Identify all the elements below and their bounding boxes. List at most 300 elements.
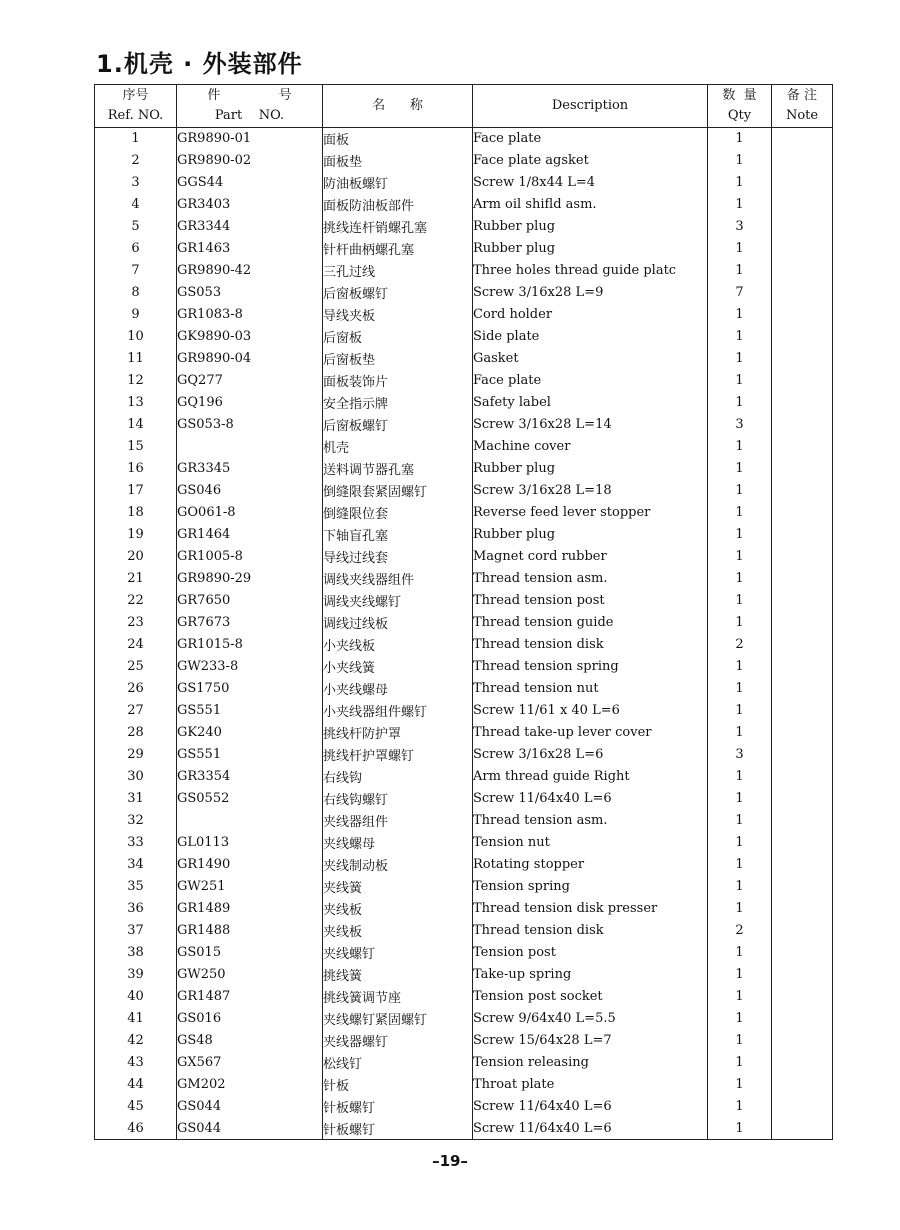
note-cell <box>772 766 833 788</box>
table-row <box>95 964 833 986</box>
part-no-cell: GO061-8 <box>177 502 323 524</box>
ref-cell: 34 <box>95 854 177 876</box>
table-row <box>95 854 833 876</box>
ref-cell: 32 <box>95 810 177 832</box>
part-no-cell: GX567 <box>177 1052 323 1074</box>
name-cn-cell: 针板螺钉 <box>323 1096 473 1118</box>
description-cell: Reverse feed lever stopper <box>473 502 708 524</box>
note-cell <box>772 898 833 920</box>
note-cell <box>772 194 833 216</box>
ref-cell: 11 <box>95 348 177 370</box>
description-cell: Tension nut <box>473 832 708 854</box>
table-row <box>95 920 833 942</box>
qty-cell: 1 <box>708 766 772 788</box>
part-no-cell: GS015 <box>177 942 323 964</box>
note-cell <box>772 920 833 942</box>
name-cn-cell: 送料调节器孔塞 <box>323 458 473 480</box>
qty-cell: 1 <box>708 656 772 678</box>
qty-cell: 1 <box>708 876 772 898</box>
part-no-cell: GR9890-02 <box>177 150 323 172</box>
description-cell: Gasket <box>473 348 708 370</box>
name-cn-cell: 机壳 <box>323 436 473 458</box>
parts-table <box>94 84 833 1140</box>
header-part <box>177 85 323 128</box>
description-cell: Screw 11/61 x 40 L=6 <box>473 700 708 722</box>
page-number: –19– <box>432 1152 468 1170</box>
table-row <box>95 766 833 788</box>
part-no-cell <box>177 810 323 832</box>
table-row <box>95 568 833 590</box>
qty-cell: 1 <box>708 1052 772 1074</box>
qty-cell: 1 <box>708 546 772 568</box>
description-cell: Screw 3/16x28 L=6 <box>473 744 708 766</box>
part-no-cell: GR1489 <box>177 898 323 920</box>
part-no-cell: GS0552 <box>177 788 323 810</box>
part-no-cell: GR7650 <box>177 590 323 612</box>
name-cn-cell: 针板 <box>323 1074 473 1096</box>
description-cell: Screw 3/16x28 L=9 <box>473 282 708 304</box>
table-row <box>95 304 833 326</box>
ref-cell: 19 <box>95 524 177 546</box>
note-cell <box>772 414 833 436</box>
ref-cell: 20 <box>95 546 177 568</box>
note-cell <box>772 546 833 568</box>
table-row <box>95 436 833 458</box>
name-cn-cell: 后窗板螺钉 <box>323 282 473 304</box>
qty-cell: 1 <box>708 568 772 590</box>
ref-cell: 33 <box>95 832 177 854</box>
note-cell <box>772 458 833 480</box>
description-cell: Screw 3/16x28 L=14 <box>473 414 708 436</box>
name-cn-cell: 后窗板螺钉 <box>323 414 473 436</box>
description-cell: Face plate agsket <box>473 150 708 172</box>
header-part-en: Part NO. <box>214 108 285 123</box>
header-part-cn1: 件 <box>207 88 221 103</box>
description-cell: Thread tension nut <box>473 678 708 700</box>
ref-cell: 14 <box>95 414 177 436</box>
header-name <box>323 85 473 128</box>
table-row <box>95 1118 833 1140</box>
part-no-cell: GK240 <box>177 722 323 744</box>
part-no-cell: GR3403 <box>177 194 323 216</box>
table-row <box>95 1096 833 1118</box>
description-cell: Rotating stopper <box>473 854 708 876</box>
name-cn-cell: 夹线螺母 <box>323 832 473 854</box>
note-cell <box>772 810 833 832</box>
description-cell: Three holes thread guide platc <box>473 260 708 282</box>
part-no-cell: GS053-8 <box>177 414 323 436</box>
part-no-cell: GM202 <box>177 1074 323 1096</box>
name-cn-cell: 下轴盲孔塞 <box>323 524 473 546</box>
header-part-cn2: 号 <box>278 88 292 103</box>
part-no-cell: GS046 <box>177 480 323 502</box>
ref-cell: 4 <box>95 194 177 216</box>
qty-cell: 1 <box>708 986 772 1008</box>
qty-cell: 1 <box>708 238 772 260</box>
description-cell: Thread take-up lever cover <box>473 722 708 744</box>
table-row <box>95 1008 833 1030</box>
qty-cell: 2 <box>708 634 772 656</box>
name-cn-cell: 面板装饰片 <box>323 370 473 392</box>
table-row <box>95 370 833 392</box>
note-cell <box>772 436 833 458</box>
qty-cell: 1 <box>708 722 772 744</box>
qty-cell: 1 <box>708 260 772 282</box>
part-no-cell: GR9890-01 <box>177 128 323 150</box>
note-cell <box>772 282 833 304</box>
qty-cell: 1 <box>708 1096 772 1118</box>
qty-cell: 1 <box>708 810 772 832</box>
table-row <box>95 1052 833 1074</box>
note-cell <box>772 854 833 876</box>
qty-cell: 1 <box>708 348 772 370</box>
part-no-cell: GR9890-04 <box>177 348 323 370</box>
part-no-cell: GS551 <box>177 700 323 722</box>
ref-cell: 35 <box>95 876 177 898</box>
table-row <box>95 546 833 568</box>
ref-cell: 21 <box>95 568 177 590</box>
description-cell: Screw 15/64x28 L=7 <box>473 1030 708 1052</box>
ref-cell: 18 <box>95 502 177 524</box>
ref-cell: 39 <box>95 964 177 986</box>
name-cn-cell: 右线钩 <box>323 766 473 788</box>
name-cn-cell: 导线夹板 <box>323 304 473 326</box>
table-row <box>95 810 833 832</box>
name-cn-cell: 后窗板 <box>323 326 473 348</box>
name-cn-cell: 调线夹线螺钉 <box>323 590 473 612</box>
ref-cell: 37 <box>95 920 177 942</box>
name-cn-cell: 安全指示牌 <box>323 392 473 414</box>
name-cn-cell: 小夹线器组件螺钉 <box>323 700 473 722</box>
description-cell: Screw 11/64x40 L=6 <box>473 788 708 810</box>
table-row <box>95 722 833 744</box>
description-cell: Thread tension spring <box>473 656 708 678</box>
note-cell <box>772 348 833 370</box>
name-cn-cell: 后窗板垫 <box>323 348 473 370</box>
qty-cell: 1 <box>708 128 772 150</box>
header-ref <box>95 85 177 128</box>
part-no-cell: GR1463 <box>177 238 323 260</box>
table-row <box>95 502 833 524</box>
table-row <box>95 260 833 282</box>
description-cell: Screw 11/64x40 L=6 <box>473 1096 708 1118</box>
note-cell <box>772 744 833 766</box>
part-no-cell: GW251 <box>177 876 323 898</box>
table-row <box>95 1030 833 1052</box>
name-cn-cell: 挑线杆防护罩 <box>323 722 473 744</box>
qty-cell: 3 <box>708 216 772 238</box>
table-row <box>95 128 833 150</box>
ref-cell: 30 <box>95 766 177 788</box>
name-cn-cell: 夹线簧 <box>323 876 473 898</box>
page-title: 1.机壳 · 外装部件 <box>96 50 303 78</box>
note-cell <box>772 524 833 546</box>
qty-cell: 1 <box>708 172 772 194</box>
part-no-cell: GR9890-42 <box>177 260 323 282</box>
part-no-cell: GS053 <box>177 282 323 304</box>
header-note-en: Note <box>785 108 819 123</box>
part-no-cell: GR3345 <box>177 458 323 480</box>
part-no-cell: GQ277 <box>177 370 323 392</box>
name-cn-cell: 小夹线簧 <box>323 656 473 678</box>
name-cn-cell: 三孔过线 <box>323 260 473 282</box>
note-cell <box>772 392 833 414</box>
table-row <box>95 1074 833 1096</box>
name-cn-cell: 防油板螺钉 <box>323 172 473 194</box>
name-cn-cell: 夹线器组件 <box>323 810 473 832</box>
header-qty <box>708 85 772 128</box>
note-cell <box>772 1118 833 1140</box>
name-cn-cell: 导线过线套 <box>323 546 473 568</box>
description-cell: Arm oil shifld asm. <box>473 194 708 216</box>
note-cell <box>772 722 833 744</box>
note-cell <box>772 986 833 1008</box>
qty-cell: 1 <box>708 590 772 612</box>
ref-cell: 46 <box>95 1118 177 1140</box>
table-row <box>95 700 833 722</box>
ref-cell: 29 <box>95 744 177 766</box>
name-cn-cell: 右线钩螺钉 <box>323 788 473 810</box>
note-cell <box>772 1030 833 1052</box>
table-row <box>95 326 833 348</box>
qty-cell: 1 <box>708 1008 772 1030</box>
description-cell: Magnet cord rubber <box>473 546 708 568</box>
ref-cell: 24 <box>95 634 177 656</box>
name-cn-cell: 夹线制动板 <box>323 854 473 876</box>
qty-cell: 1 <box>708 898 772 920</box>
table-row <box>95 392 833 414</box>
header-part-cn <box>177 86 322 106</box>
part-no-cell: GS48 <box>177 1030 323 1052</box>
header-ref-en: Ref. NO. <box>107 108 164 123</box>
ref-cell: 38 <box>95 942 177 964</box>
ref-cell: 12 <box>95 370 177 392</box>
header-desc <box>473 85 708 128</box>
part-no-cell: GR9890-29 <box>177 568 323 590</box>
ref-cell: 23 <box>95 612 177 634</box>
qty-cell: 1 <box>708 964 772 986</box>
part-no-cell: GS1750 <box>177 678 323 700</box>
qty-cell: 1 <box>708 700 772 722</box>
description-cell: Thread tension asm. <box>473 568 708 590</box>
name-cn-cell: 调线夹线器组件 <box>323 568 473 590</box>
part-no-cell: GGS44 <box>177 172 323 194</box>
table-row <box>95 150 833 172</box>
description-cell: Tension post socket <box>473 986 708 1008</box>
ref-cell: 10 <box>95 326 177 348</box>
description-cell: Side plate <box>473 326 708 348</box>
note-cell <box>772 700 833 722</box>
part-no-cell: GL0113 <box>177 832 323 854</box>
table-row <box>95 788 833 810</box>
header-desc-en: Description <box>551 98 629 113</box>
qty-cell: 1 <box>708 480 772 502</box>
table-row <box>95 194 833 216</box>
part-no-cell: GS044 <box>177 1096 323 1118</box>
ref-cell: 3 <box>95 172 177 194</box>
ref-cell: 6 <box>95 238 177 260</box>
ref-cell: 27 <box>95 700 177 722</box>
description-cell: Screw 11/64x40 L=6 <box>473 1118 708 1140</box>
header-note-cn: 备 注 <box>786 88 818 103</box>
qty-cell: 1 <box>708 326 772 348</box>
table-row <box>95 348 833 370</box>
ref-cell: 26 <box>95 678 177 700</box>
part-no-cell: GQ196 <box>177 392 323 414</box>
ref-cell: 44 <box>95 1074 177 1096</box>
note-cell <box>772 260 833 282</box>
note-cell <box>772 656 833 678</box>
ref-cell: 41 <box>95 1008 177 1030</box>
note-cell <box>772 612 833 634</box>
parts-table-body <box>95 128 833 1140</box>
qty-cell: 1 <box>708 1074 772 1096</box>
note-cell <box>772 876 833 898</box>
ref-cell: 5 <box>95 216 177 238</box>
note-cell <box>772 1052 833 1074</box>
note-cell <box>772 568 833 590</box>
qty-cell: 1 <box>708 502 772 524</box>
note-cell <box>772 370 833 392</box>
table-row <box>95 634 833 656</box>
note-cell <box>772 942 833 964</box>
name-cn-cell: 挑线簧 <box>323 964 473 986</box>
parts-table-header <box>95 85 833 128</box>
ref-cell: 1 <box>95 128 177 150</box>
ref-cell: 8 <box>95 282 177 304</box>
note-cell <box>772 216 833 238</box>
table-row <box>95 216 833 238</box>
qty-cell: 1 <box>708 370 772 392</box>
note-cell <box>772 172 833 194</box>
part-no-cell: GR1487 <box>177 986 323 1008</box>
part-no-cell <box>177 436 323 458</box>
note-cell <box>772 1008 833 1030</box>
part-no-cell: GR1488 <box>177 920 323 942</box>
description-cell: Rubber plug <box>473 458 708 480</box>
header-ref-cn: 序号 <box>122 88 149 103</box>
part-no-cell: GR1490 <box>177 854 323 876</box>
qty-cell: 1 <box>708 436 772 458</box>
table-row <box>95 172 833 194</box>
description-cell: Rubber plug <box>473 238 708 260</box>
description-cell: Screw 1/8x44 L=4 <box>473 172 708 194</box>
note-cell <box>772 832 833 854</box>
name-cn-cell: 夹线螺钉 <box>323 942 473 964</box>
name-cn-cell: 夹线板 <box>323 920 473 942</box>
description-cell: Thread tension disk <box>473 634 708 656</box>
name-cn-cell: 倒缝限套紧固螺钉 <box>323 480 473 502</box>
part-no-cell: GK9890-03 <box>177 326 323 348</box>
description-cell: Take-up spring <box>473 964 708 986</box>
note-cell <box>772 634 833 656</box>
name-cn-cell: 松线钉 <box>323 1052 473 1074</box>
ref-cell: 40 <box>95 986 177 1008</box>
name-cn-cell: 挑线连杆销螺孔塞 <box>323 216 473 238</box>
qty-cell: 1 <box>708 678 772 700</box>
name-cn-cell: 夹线板 <box>323 898 473 920</box>
qty-cell: 1 <box>708 194 772 216</box>
part-no-cell: GR3344 <box>177 216 323 238</box>
name-cn-cell: 夹线螺钉紧固螺钉 <box>323 1008 473 1030</box>
qty-cell: 3 <box>708 744 772 766</box>
ref-cell: 43 <box>95 1052 177 1074</box>
table-row <box>95 876 833 898</box>
qty-cell: 1 <box>708 832 772 854</box>
note-cell <box>772 150 833 172</box>
table-row <box>95 414 833 436</box>
note-cell <box>772 678 833 700</box>
ref-cell: 2 <box>95 150 177 172</box>
part-no-cell: GR1464 <box>177 524 323 546</box>
part-no-cell: GW250 <box>177 964 323 986</box>
description-cell: Tension spring <box>473 876 708 898</box>
part-no-cell: GS016 <box>177 1008 323 1030</box>
table-row <box>95 524 833 546</box>
ref-cell: 16 <box>95 458 177 480</box>
note-cell <box>772 590 833 612</box>
qty-cell: 1 <box>708 524 772 546</box>
header-note <box>772 85 833 128</box>
note-cell <box>772 1096 833 1118</box>
part-no-cell: GW233-8 <box>177 656 323 678</box>
table-row <box>95 744 833 766</box>
description-cell: Tension releasing <box>473 1052 708 1074</box>
description-cell: Rubber plug <box>473 524 708 546</box>
description-cell: Thread tension disk <box>473 920 708 942</box>
description-cell: Thread tension disk presser <box>473 898 708 920</box>
qty-cell: 7 <box>708 282 772 304</box>
note-cell <box>772 788 833 810</box>
name-cn-cell: 调线过线板 <box>323 612 473 634</box>
qty-cell: 2 <box>708 920 772 942</box>
name-cn-cell: 针板螺钉 <box>323 1118 473 1140</box>
note-cell <box>772 238 833 260</box>
table-row <box>95 898 833 920</box>
name-cn-cell: 挑线簧调节座 <box>323 986 473 1008</box>
qty-cell: 1 <box>708 458 772 480</box>
part-no-cell: GS551 <box>177 744 323 766</box>
part-no-cell: GS044 <box>177 1118 323 1140</box>
header-qty-cn: 数 量 <box>722 88 757 103</box>
description-cell: Safety label <box>473 392 708 414</box>
description-cell: Face plate <box>473 128 708 150</box>
description-cell: Screw 9/64x40 L=5.5 <box>473 1008 708 1030</box>
note-cell <box>772 964 833 986</box>
ref-cell: 7 <box>95 260 177 282</box>
description-cell: Cord holder <box>473 304 708 326</box>
part-no-cell: GR1005-8 <box>177 546 323 568</box>
name-cn-cell: 面板防油板部件 <box>323 194 473 216</box>
table-row <box>95 458 833 480</box>
description-cell: Rubber plug <box>473 216 708 238</box>
note-cell <box>772 502 833 524</box>
note-cell <box>772 480 833 502</box>
description-cell: Tension post <box>473 942 708 964</box>
name-cn-cell: 面板垫 <box>323 150 473 172</box>
qty-cell: 1 <box>708 612 772 634</box>
qty-cell: 1 <box>708 1118 772 1140</box>
name-cn-cell: 面板 <box>323 128 473 150</box>
description-cell: Thread tension guide <box>473 612 708 634</box>
table-row <box>95 282 833 304</box>
ref-cell: 45 <box>95 1096 177 1118</box>
description-cell: Thread tension asm. <box>473 810 708 832</box>
ref-cell: 25 <box>95 656 177 678</box>
name-cn-cell: 针杆曲柄螺孔塞 <box>323 238 473 260</box>
note-cell <box>772 326 833 348</box>
table-row <box>95 832 833 854</box>
